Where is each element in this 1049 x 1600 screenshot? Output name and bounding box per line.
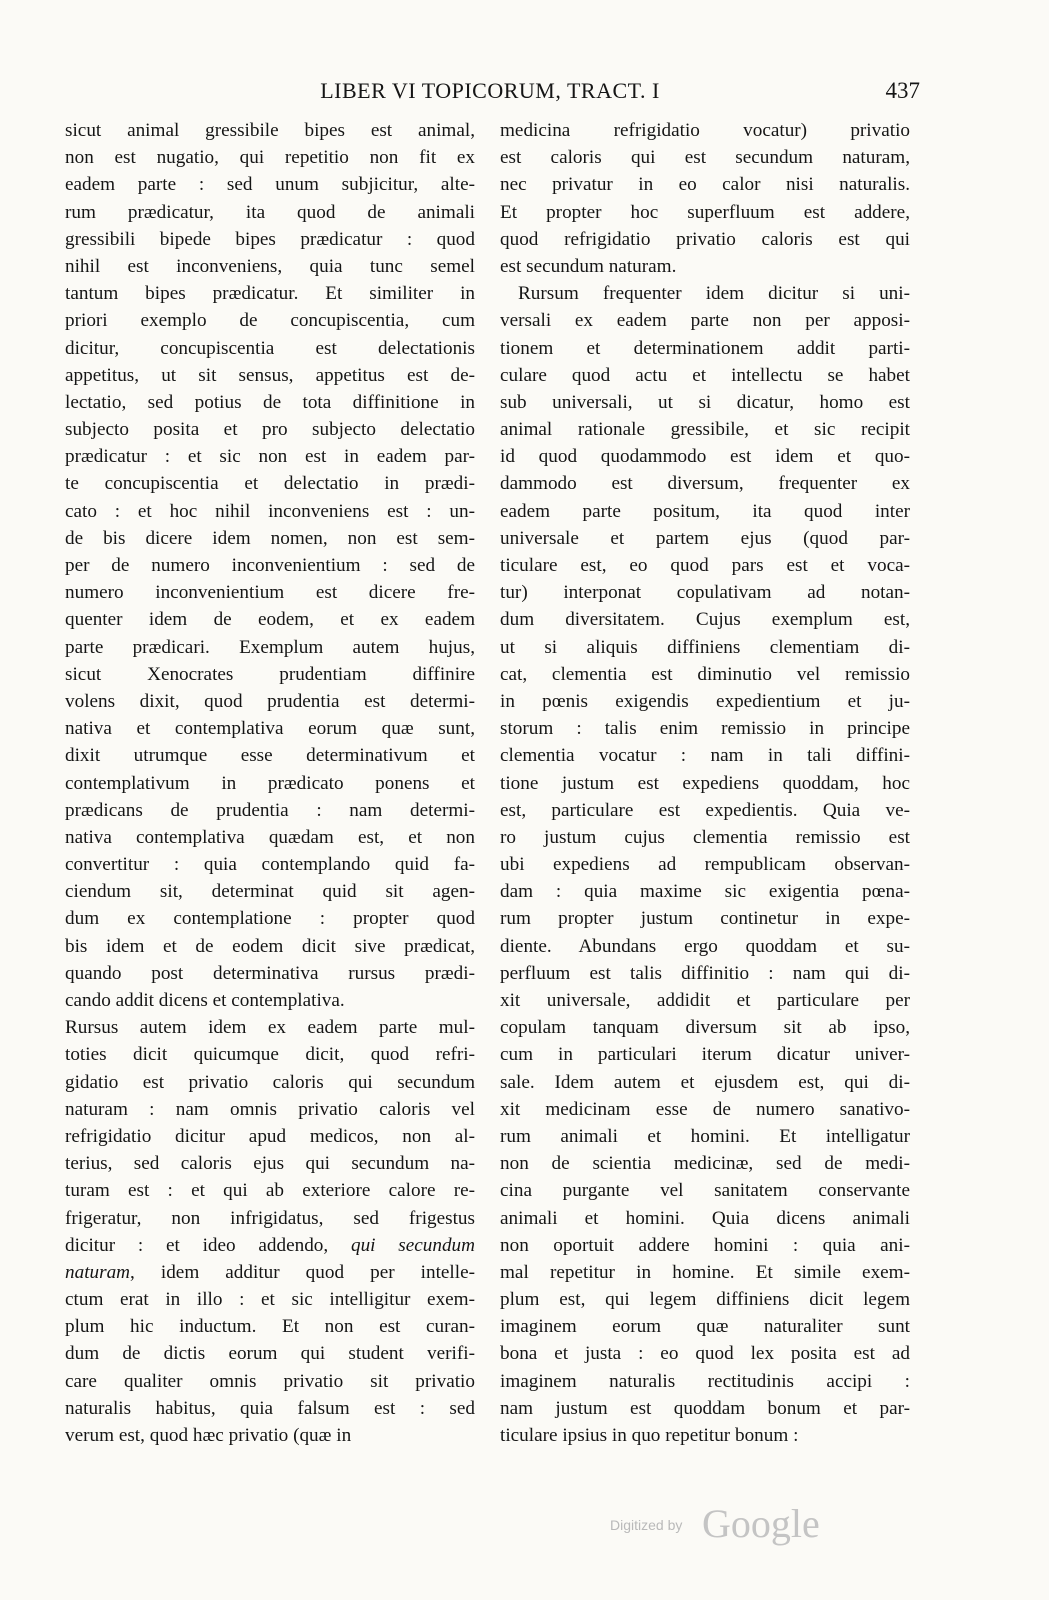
text-line: nativa contemplativa quædam est, et non (65, 826, 475, 848)
text-line: prædicans de prudentia : nam determi- (65, 799, 475, 821)
text-line: bis idem et de eodem dicit sive prædicat, (65, 935, 475, 957)
text-line: ciendum sit, determinat quid sit agen- (65, 881, 475, 903)
page-number: 437 (885, 78, 920, 103)
text-line: eadem parte : sed unum subjicitur, alte- (65, 174, 475, 196)
running-header (60, 72, 920, 108)
text-line: versali ex eadem parte non per apposi- (500, 310, 910, 332)
text-line: ubi expediens ad rempublicam observan- (500, 854, 910, 876)
text-line: imaginem eorum quæ naturaliter sunt (500, 1316, 910, 1338)
text-line: verum est, quod hæc privatio (quæ in (65, 1425, 352, 1446)
text-line: tionem et determinationem addit parti- (500, 337, 910, 359)
text-line: cando addit dicens et contemplativa. (65, 990, 345, 1011)
text-line: numero inconvenientium est dicere fre- (65, 582, 475, 604)
text-line: parte prædicari. Exemplum autem hujus, (65, 636, 475, 658)
text-line: nec privatur in eo calor nisi naturalis. (500, 174, 910, 196)
text-line: subjecto posita et pro subjecto delectatio (65, 419, 475, 441)
text-line: cum in particulari iterum dicatur univer- (500, 1044, 910, 1066)
text-line: non oportuit addere homini : quia ani- (500, 1234, 910, 1256)
text-line: volens dixit, quod prudentia est determi- (65, 690, 475, 712)
text-line: est secundum naturam. (500, 255, 677, 277)
text-line: bona et justa : eo quod lex posita est ad (500, 1343, 910, 1365)
text-line: naturalis habitus, quia falsum est : sed (65, 1397, 475, 1419)
text-line: copulam tanquam diversum sit ab ipso, (500, 1017, 910, 1039)
text-line: priori exemplo de concupiscentia, cum (65, 310, 475, 332)
text-line: Rursum frequenter idem dicitur si uni- (518, 283, 910, 305)
text-line: ticulare est, eo quod pars est et voca- (500, 555, 910, 576)
text-line: ro justum cujus clementia remissio est (500, 826, 910, 848)
left-column (65, 117, 475, 1517)
text-line: gidatio est privatio caloris qui secundum (65, 1071, 475, 1093)
text-line: nihil est inconveniens, quia tunc semel (65, 255, 475, 277)
text-line: dum de dictis eorum qui student verifi- (65, 1343, 475, 1365)
text-line: est, particulare est expedientis. Quia ve- (500, 799, 910, 821)
text-line: te concupiscentia et delectatio in prædi- (65, 473, 475, 495)
text-line: clementia vocatur : nam in tali diffini- (500, 745, 910, 767)
text-line: dicitur : et ideo addendo, qui secundum (65, 1234, 475, 1256)
text-line: dam : quia maxime sic exigentia pœna- (500, 881, 910, 903)
text-line: refrigidatio dicitur apud medicos, non al- (65, 1125, 475, 1147)
text-line: sub universali, ut si dicatur, homo est (500, 391, 910, 413)
text-line: contemplativum in prædicato ponens et (65, 772, 475, 794)
text-line: xit medicinam esse de numero sanativo- (500, 1098, 910, 1120)
text-line: cato : et hoc nihil inconveniens est : un- (65, 500, 475, 522)
text-line: de bis dicere idem nomen, non est sem- (65, 527, 475, 549)
text-line: ticulare ipsius in quo repetitur bonum : (500, 1425, 799, 1446)
text-line: non de scientia medicinæ, sed de medi- (500, 1153, 910, 1175)
text-line: eadem parte positum, ita quod inter (500, 500, 910, 522)
text-line: appetitus, ut sit sensus, appetitus est de- (65, 364, 475, 386)
text-line: culare quod actu et intellectu se habet (500, 364, 910, 386)
running-title: LIBER VI TOPICORUM, TRACT. I (320, 78, 660, 103)
text-line: plum hic inductum. Et non est curan- (65, 1316, 475, 1338)
right-column (500, 117, 910, 1517)
text-line: dicitur, concupiscentia est delectationis (65, 337, 475, 359)
text-line: in pœnis exigendis expedientium et ju- (500, 690, 910, 712)
text-line: dammodo est diversum, frequenter ex (500, 473, 910, 495)
text-line: toties dicit quicumque dicit, quod refri- (65, 1044, 475, 1066)
text-line: storum : talis enim remissio in principe (500, 718, 910, 740)
text-line: universale et partem ejus (quod par- (500, 527, 910, 549)
text-line: naturam : nam omnis privatio caloris vel (65, 1098, 475, 1120)
text-line: rum prædicatur, ita quod de animali (65, 201, 475, 223)
text-line: turam est : et qui ab exteriore calore re- (65, 1180, 475, 1202)
text-line: per de numero inconvenientium : sed de (65, 555, 475, 576)
text-line: plum est, qui legem diffiniens dicit legem (500, 1289, 910, 1311)
text-line: rum animali et homini. Et intelligatur (500, 1125, 910, 1147)
text-line: lectatio, sed potius de tota diffinitione in (65, 391, 475, 413)
text-line: dixit utrumque esse determinativum et (65, 745, 475, 767)
text-line: convertitur : quia contemplando quid fa- (65, 854, 475, 876)
text-line: cina purgante vel sanitatem conservante (500, 1180, 910, 1202)
text-line: animali et homini. Quia dicens animali (500, 1207, 910, 1229)
text-line: sicut Xenocrates prudentiam diffinire (65, 663, 475, 685)
text-line: tur) interponat copulativam ad notan- (500, 582, 910, 604)
text-line: care qualiter omnis privatio sit privatio (65, 1370, 475, 1392)
text-line: Et propter hoc superfluum est addere, (500, 201, 910, 223)
text-line: sicut animal gressibile bipes est animal, (65, 120, 475, 141)
text-line: prædicatur : et sic non est in eadem par- (65, 446, 475, 468)
text-line: tione justum est expediens quoddam, hoc (500, 772, 910, 794)
text-line: perfluum est talis diffinitio : nam qui di- (500, 962, 910, 984)
text-line: medicina refrigidatio vocatur) privatio (500, 120, 910, 141)
digitized-by-watermark (610, 1500, 840, 1548)
text-line: Rursus autem idem ex eadem parte mul- (65, 1017, 475, 1039)
text-line: est caloris qui est secundum naturam, (500, 147, 910, 169)
text-line: sale. Idem autem et ejusdem est, qui di- (500, 1071, 910, 1093)
text-line: tantum bipes prædicatur. Et similiter in (65, 283, 475, 305)
google-logo: Google (702, 1501, 820, 1546)
text-line: quenter idem de eodem, et ex eadem (65, 609, 475, 631)
text-line: naturam, idem additur quod per intelle- (65, 1261, 475, 1283)
text-line: quando post determinativa rursus prædi- (65, 962, 475, 984)
text-line: nativa et contemplativa eorum quæ sunt, (65, 718, 475, 740)
text-line: nam justum est quoddam bonum et par- (500, 1397, 910, 1419)
text-line: imaginem naturalis rectitudinis accipi : (500, 1370, 910, 1392)
text-line: dum diversitatem. Cujus exemplum est, (500, 609, 910, 631)
text-line: rum propter justum continetur in expe- (500, 908, 910, 930)
text-line: ctum erat in illo : et sic intelligitur exem- (65, 1289, 475, 1311)
text-line: terius, sed caloris ejus qui secundum na- (65, 1153, 475, 1175)
text-line: non est nugatio, qui repetitio non fit ex (65, 147, 475, 169)
text-line: quod refrigidatio privatio caloris est qui (500, 228, 910, 250)
text-line: cat, clementia est diminutio vel remissio (500, 663, 910, 685)
text-line: id quod quodammodo est idem et quo- (500, 446, 910, 468)
text-line: animal rationale gressibile, et sic recipit (500, 419, 910, 441)
text-line: diente. Abundans ergo quoddam et su- (500, 935, 910, 957)
text-line: frigeratur, non infrigidatus, sed frigestus (65, 1207, 475, 1229)
text-line: mal repetitur in homine. Et simile exem- (500, 1261, 910, 1283)
text-line: ut si aliquis diffiniens clementiam di- (500, 636, 910, 658)
digitized-by-text: Digitized by (610, 1517, 683, 1533)
text-line: gressibili bipede bipes prædicatur : quod (65, 228, 475, 250)
text-line: dum ex contemplatione : propter quod (65, 908, 475, 930)
text-line: xit universale, addidit et particulare per (500, 990, 910, 1011)
